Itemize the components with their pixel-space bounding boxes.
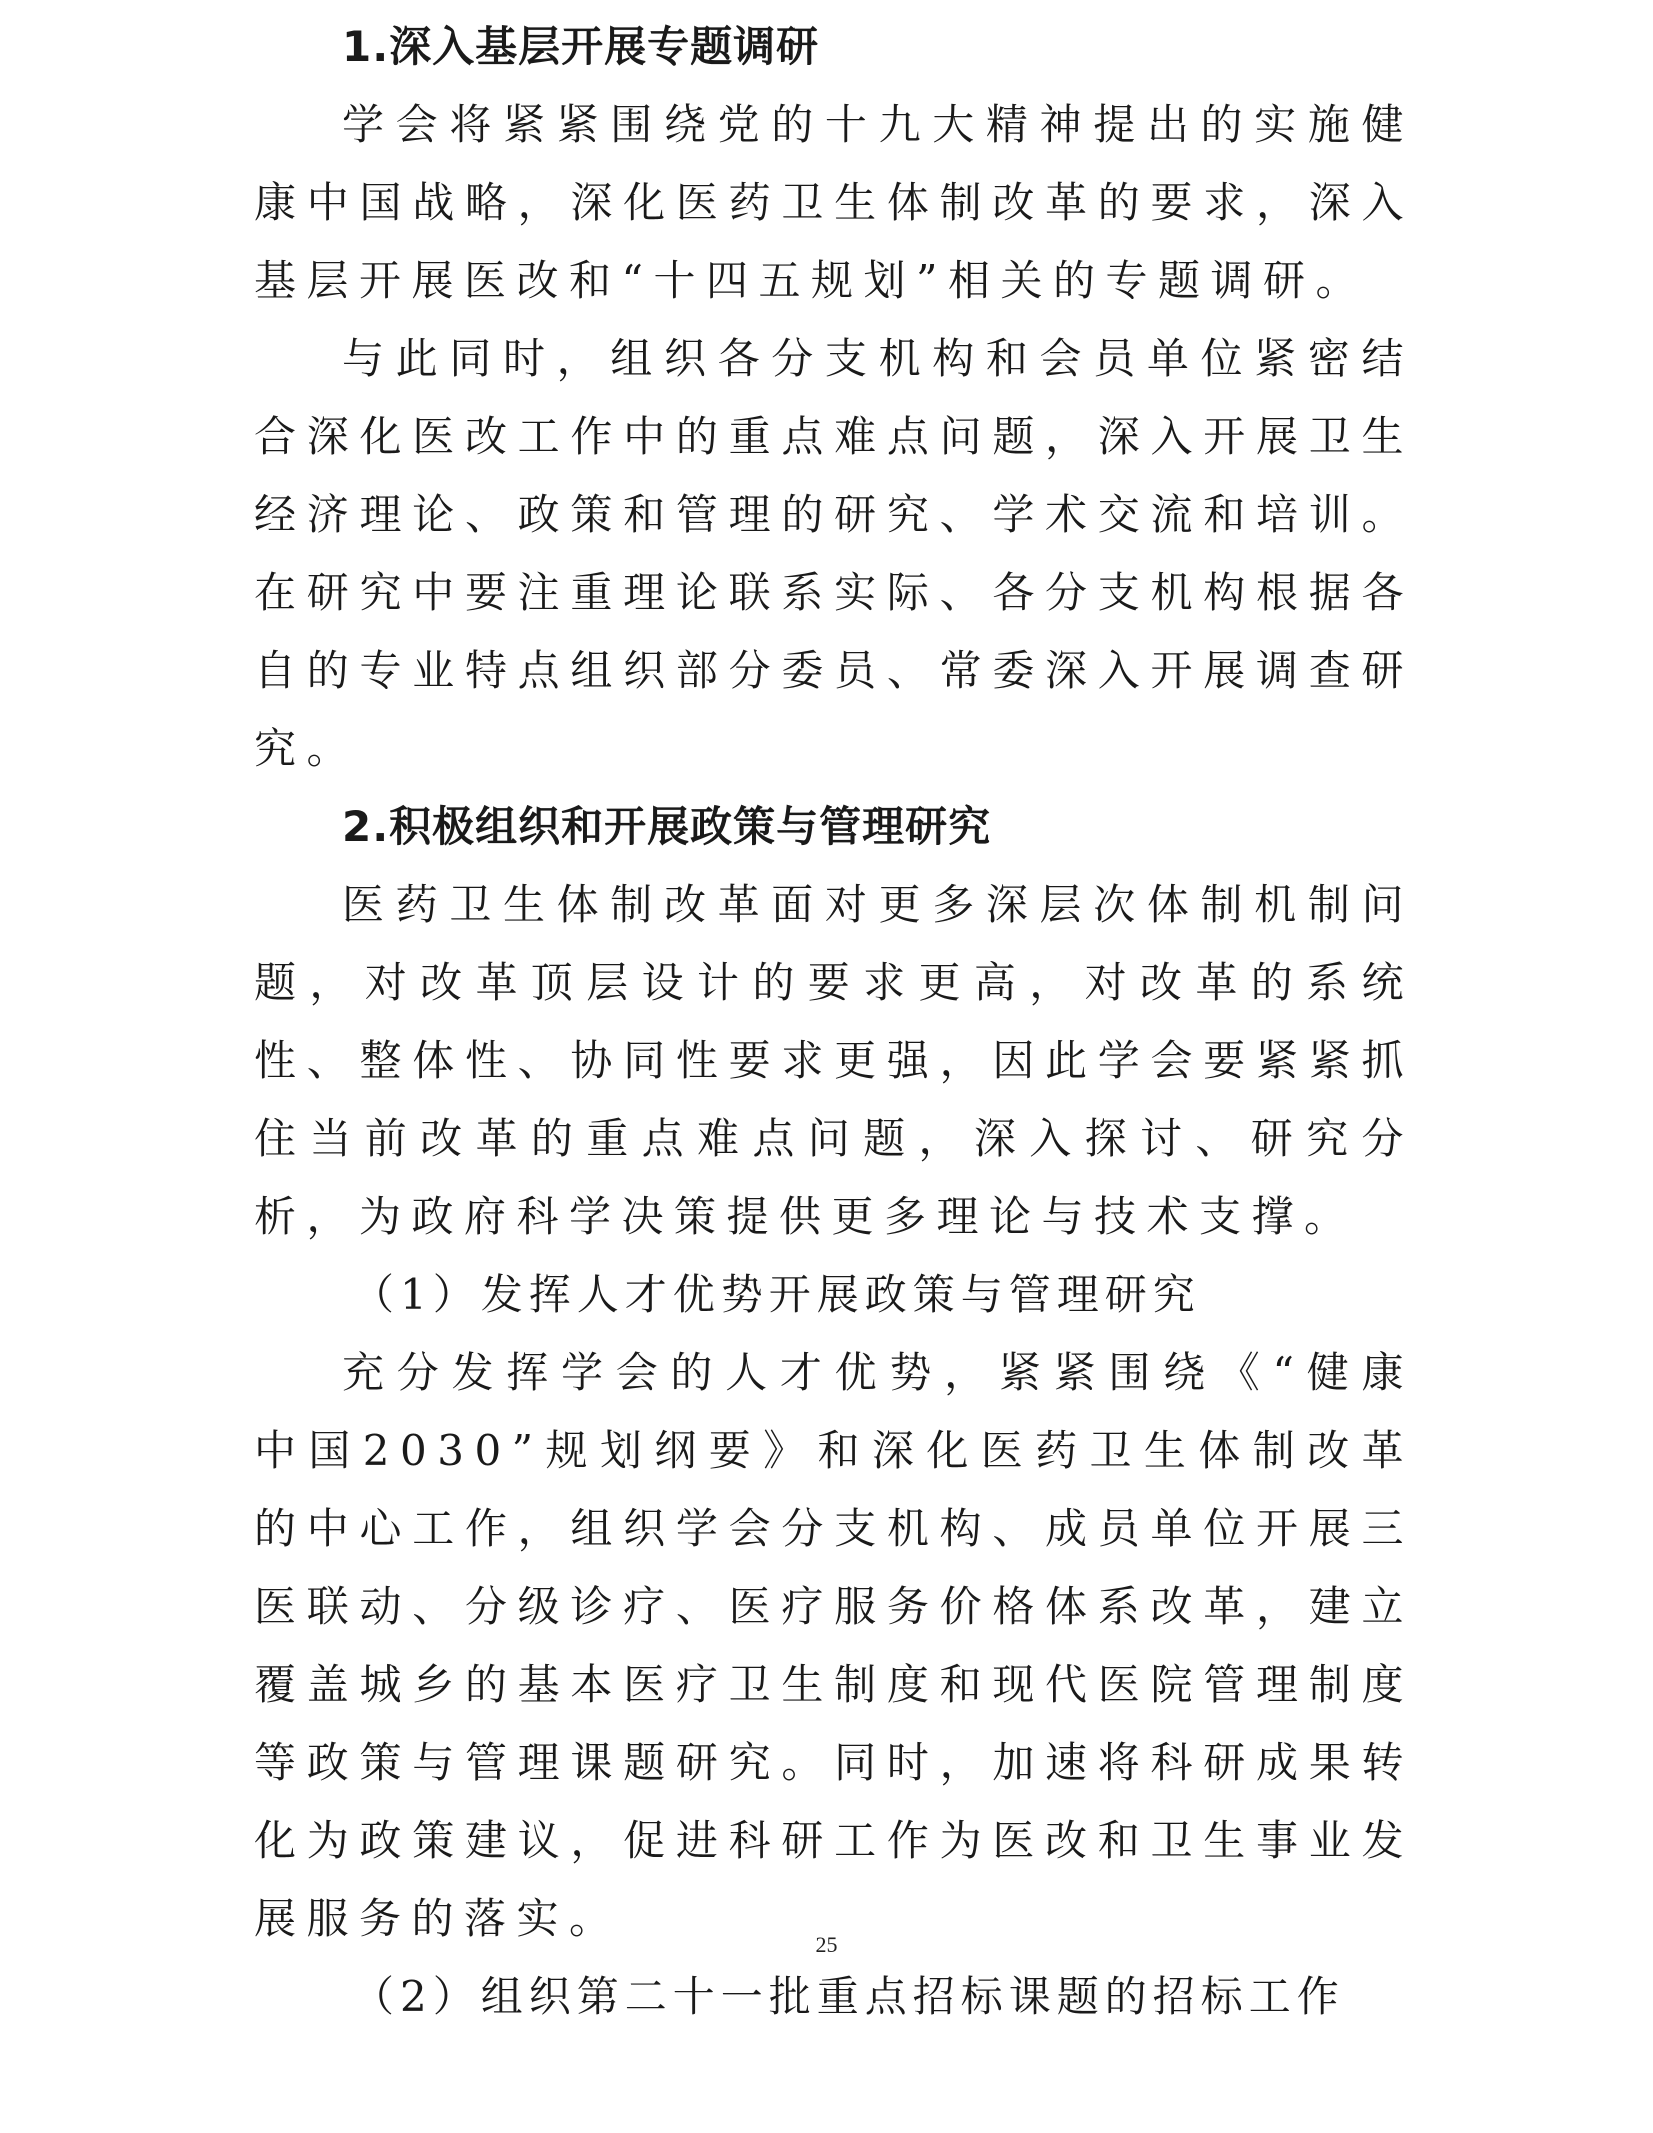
page-number: 25 [815,1932,838,1957]
subheading-2: （2）组织第二十一批重点招标课题的招标工作 [352,1972,1345,2021]
paragraph-3: 医药卫生体制改革面对更多深层次体制机制问题，对改革顶层设计的要求更高，对改革的系统性、整体性、协同性要求更强，因此学会要紧紧抓住当前改革的重点难点问题，深入探讨、研究分析，为政府科学决策提供更多理论与技术支撑。 [254,880,1414,1241]
section-heading-1: 1.深入基层开展专题调研 [342,22,820,71]
paragraph-4: 充分发挥学会的人才优势，紧紧围绕《“健康中国2030”规划纲要》和深化医药卫生体制改革的中心工作，组织学会分支机构、成员单位开展三医联动、分级诊疗、医疗服务价格体系改革，建立覆盖城乡的基本医疗卫生制度和现代医院管理制度等政策与管理课题研究。同时，加速将科研成果转化为政策建议，促进科研工作为医改和卫生事业发展服务的落实。 [254,1348,1414,1943]
paragraph-2: 与此同时，组织各分支机构和会员单位紧密结合深化医改工作中的重点难点问题，深入开展卫生经济理论、政策和管理的研究、学术交流和培训。在研究中要注重理论联系实际、各分支机构根据各自的专业特点组织部分委员、常委深入开展调查研究。 [254,334,1414,773]
paragraph-1: 学会将紧紧围绕党的十九大精神提出的实施健康中国战略，深化医药卫生体制改革的要求，深入基层开展医改和“十四五规划”相关的专题调研。 [254,100,1414,305]
document-body [254,8,1414,2036]
subheading-1: （1）发挥人才优势开展政策与管理研究 [352,1270,1201,1319]
section-heading-2: 2.积极组织和开展政策与管理研究 [342,802,992,851]
